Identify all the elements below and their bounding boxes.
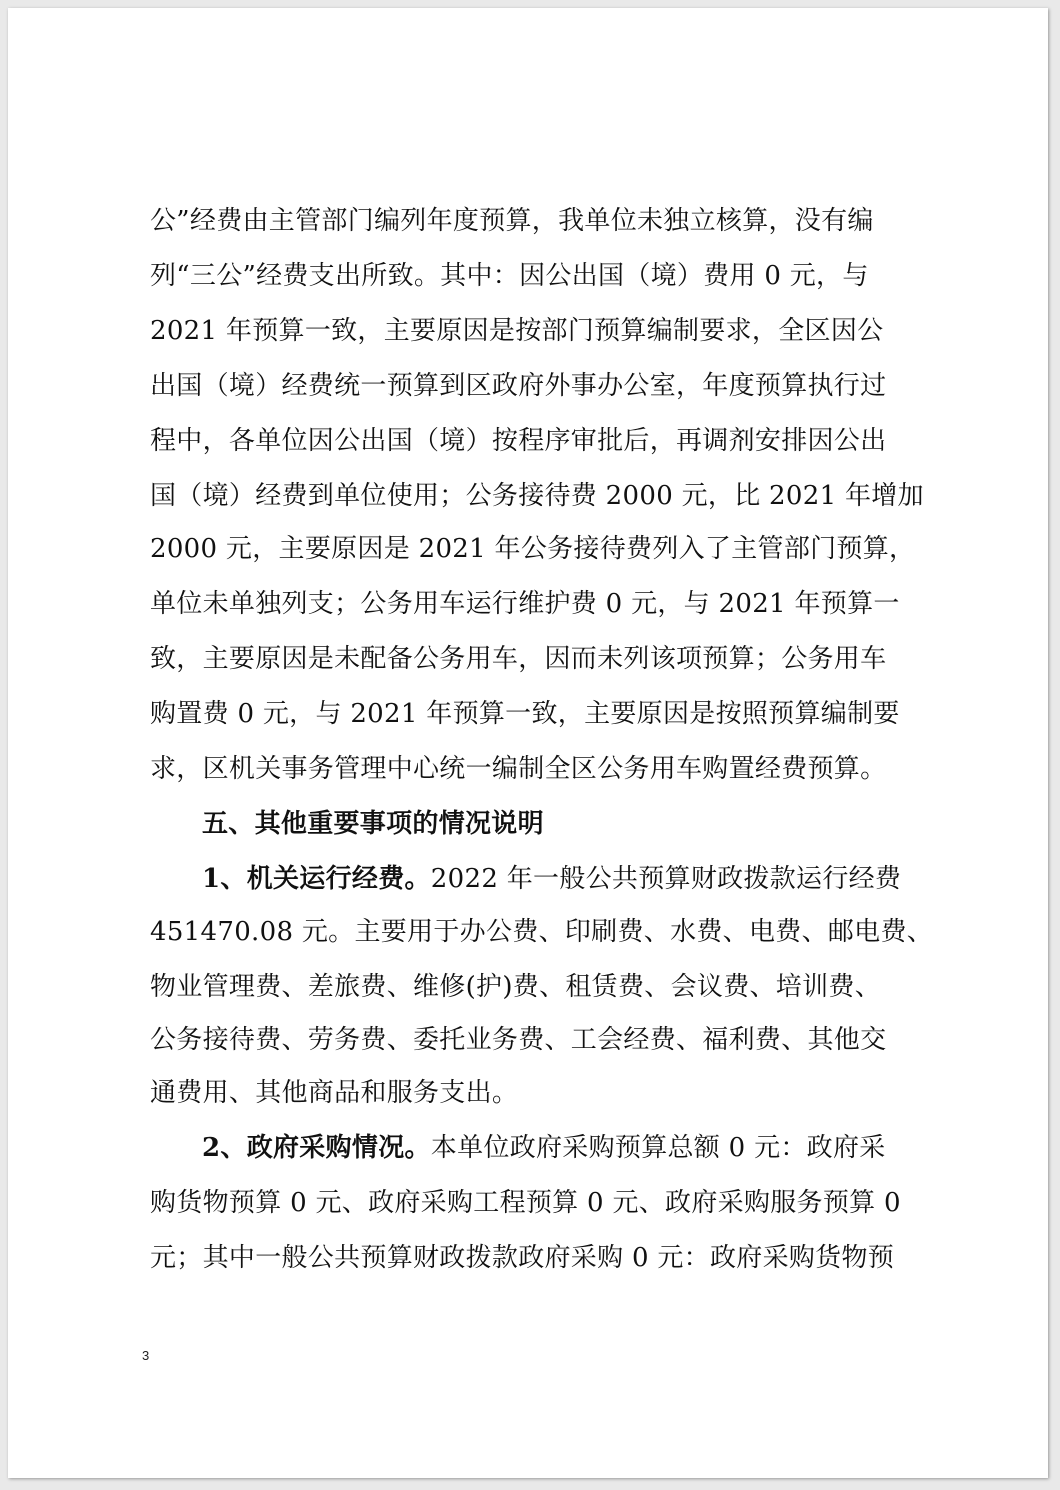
- body-line: 程中，各单位因公出国（境）按程序审批后，再调剂安排因公出: [150, 426, 887, 456]
- item2-title: 2、政府采购情况。: [202, 1133, 431, 1163]
- body-line: 国（境）经费到单位使用；公务接待费 2000 元，比 2021 年增加: [150, 481, 924, 511]
- item2-first-line: [202, 1130, 886, 1166]
- body-line: 通费用、其他商品和服务支出。: [150, 1078, 519, 1108]
- body-line: 2000 元，主要原因是 2021 年公务接待费列入了主管部门预算，: [150, 534, 916, 564]
- section-heading: 五、其他重要事项的情况说明: [202, 809, 544, 839]
- item2-text: 本单位政府采购预算总额 0 元：政府采: [430, 1133, 886, 1163]
- body-line: 元；其中一般公共预算财政拨款政府采购 0 元：政府采购货物预: [150, 1243, 895, 1273]
- item1-title: 1、机关运行经费。: [202, 864, 431, 894]
- body-line: 2021 年预算一致，主要原因是按部门预算编制要求，全区因公: [150, 316, 884, 346]
- body-line: 求，区机关事务管理中心统一编制全区公务用车购置经费预算。: [150, 754, 887, 784]
- item1-text: 2022 年一般公共预算财政拨款运行经费: [430, 864, 902, 894]
- body-line: 公”经费由主管部门编列年度预算，我单位未独立核算，没有编: [150, 206, 874, 236]
- body-line: 购置费 0 元，与 2021 年预算一致，主要原因是按照预算编制要: [150, 699, 900, 729]
- body-line: 物业管理费、差旅费、维修(护)费、租赁费、会议费、培训费、: [150, 972, 881, 1002]
- body-line: 列“三公”经费支出所致。其中：因公出国（境）费用 0 元，与: [150, 261, 869, 291]
- body-line: 出国（境）经费统一预算到区政府外事办公室，年度预算执行过: [150, 371, 887, 401]
- body-line: 致，主要原因是未配备公务用车，因而未列该项预算；公务用车: [150, 644, 887, 674]
- page-number: 3: [142, 1348, 150, 1363]
- body-line: 公务接待费、劳务费、委托业务费、工会经费、福利费、其他交: [150, 1025, 887, 1055]
- body-line: 单位未单独列支；公务用车运行维护费 0 元，与 2021 年预算一: [150, 589, 900, 619]
- item1-first-line: [202, 861, 901, 897]
- body-line: 451470.08 元。主要用于办公费、印刷费、水费、电费、邮电费、: [150, 917, 934, 947]
- body-line: 购货物预算 0 元、政府采购工程预算 0 元、政府采购服务预算 0: [150, 1188, 901, 1218]
